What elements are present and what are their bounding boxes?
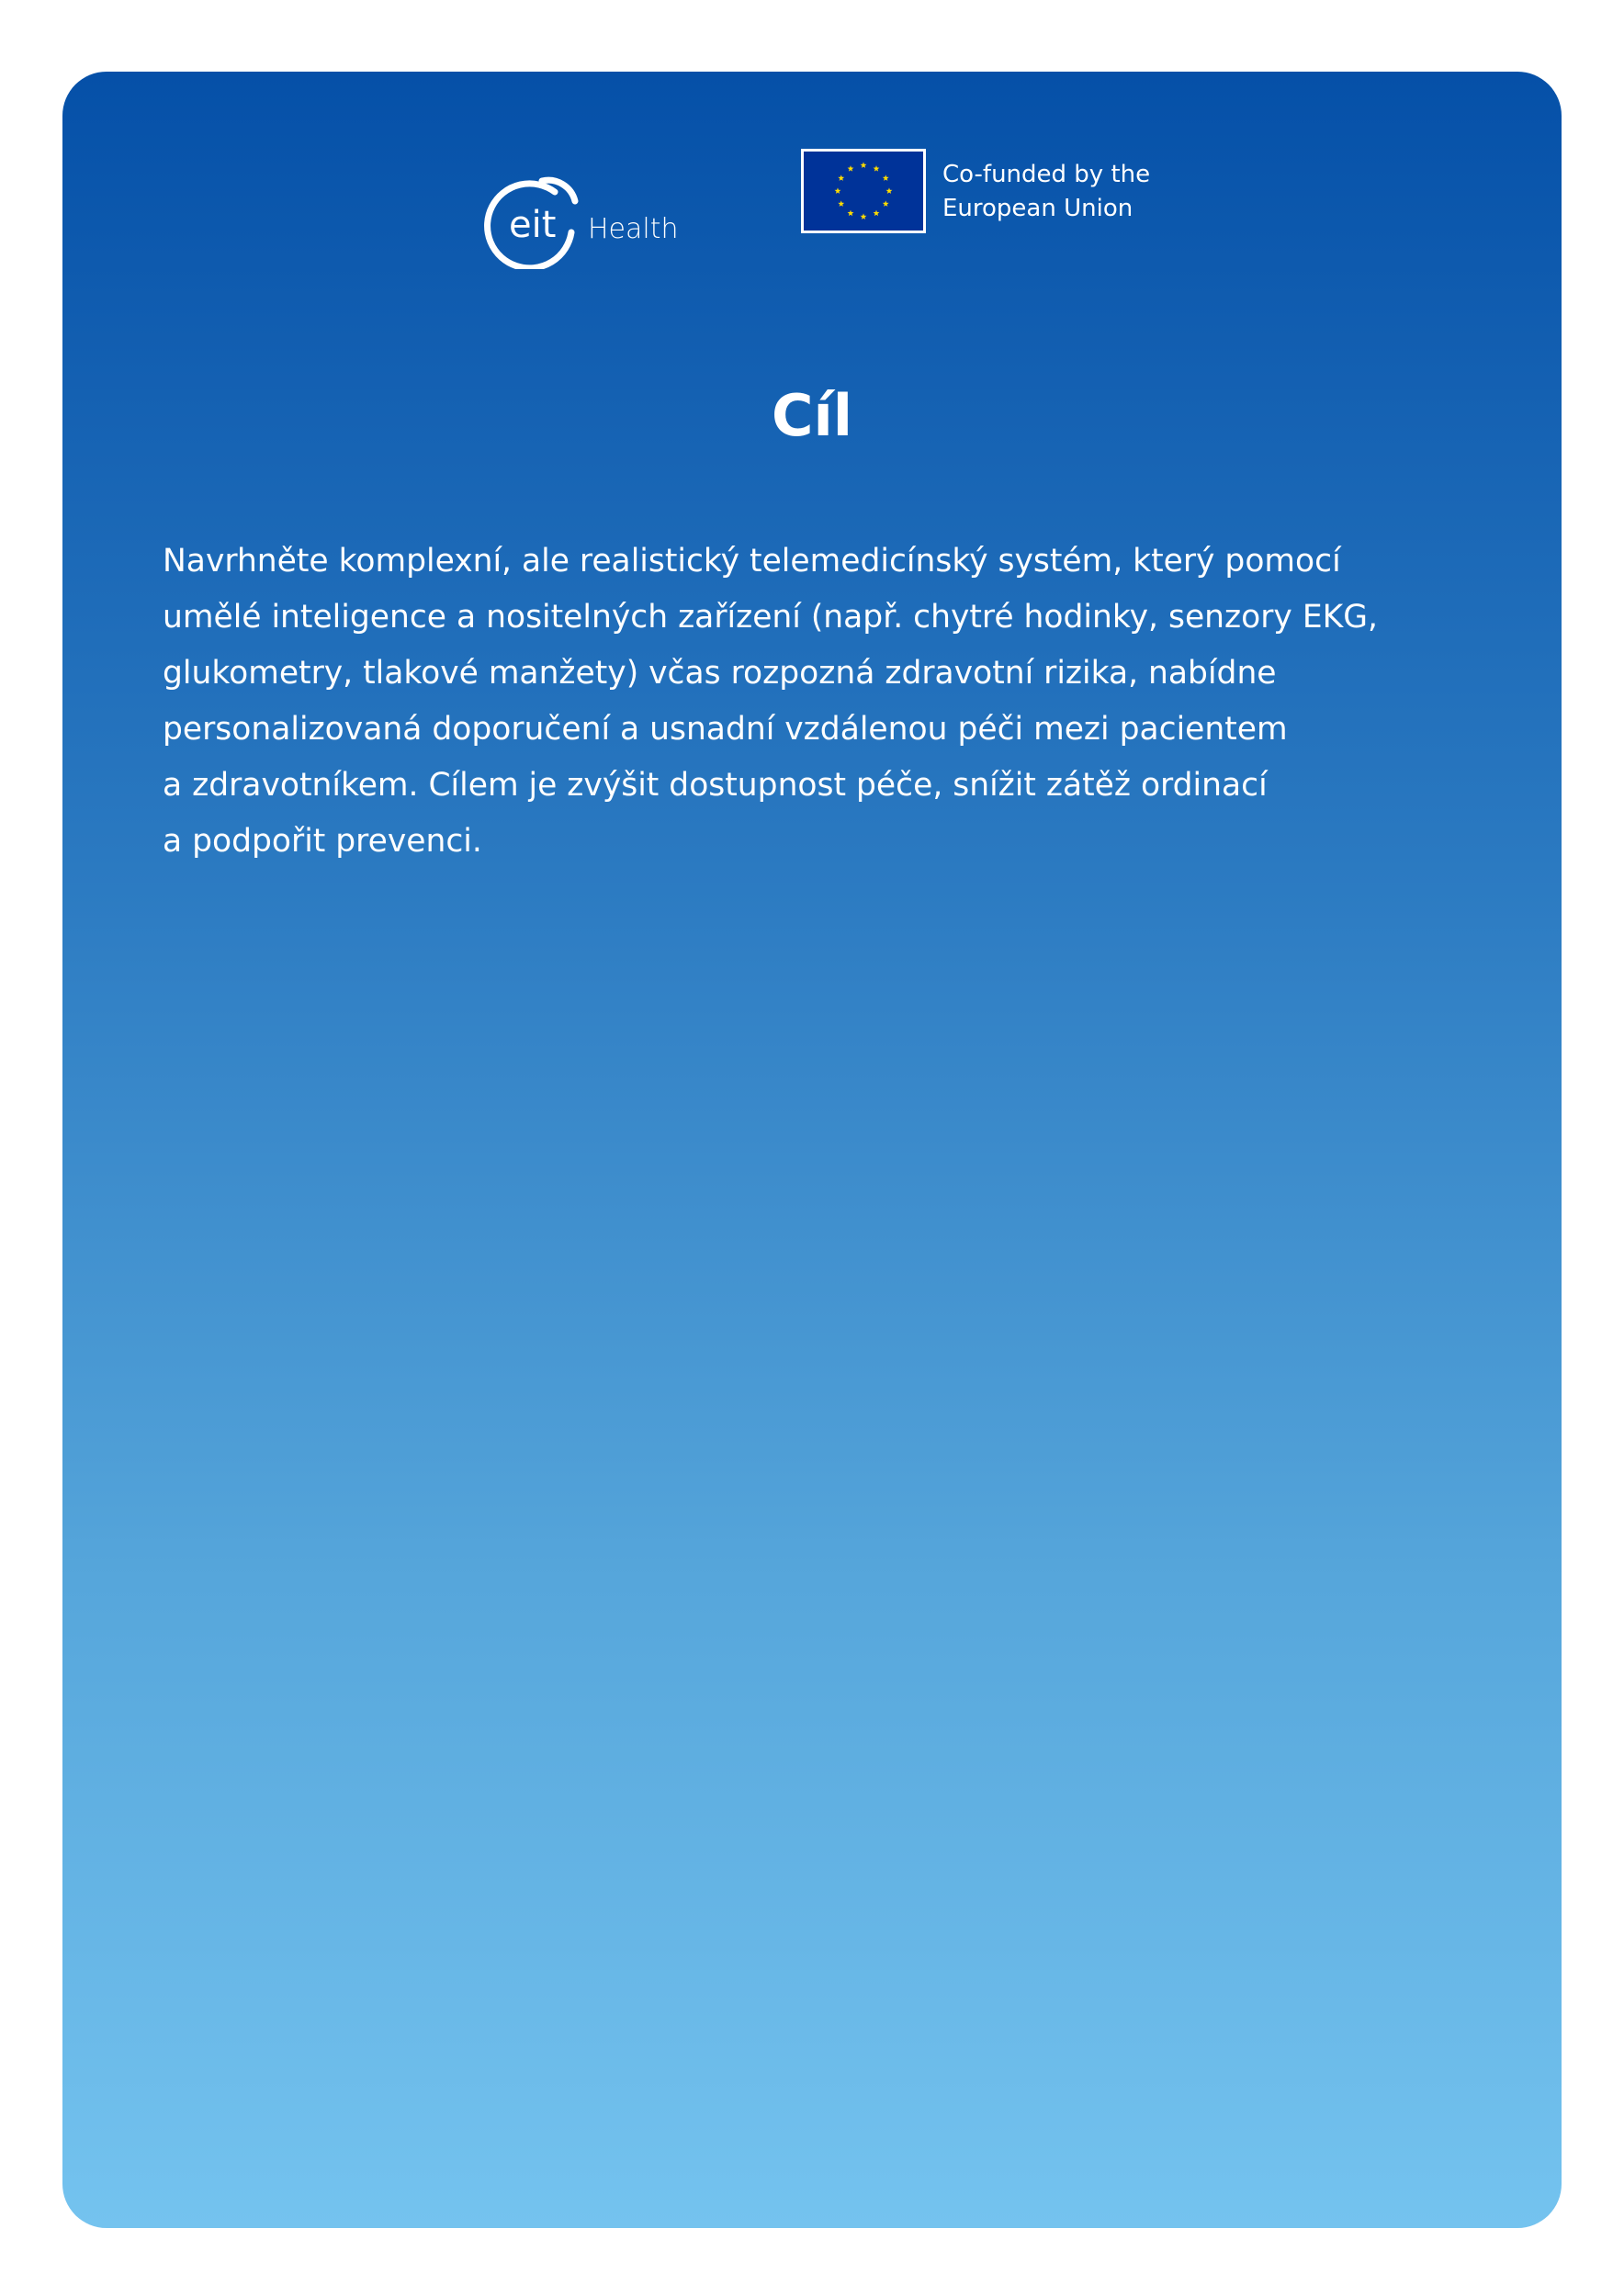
eu-star-icon xyxy=(883,200,889,207)
page-title: Cíl xyxy=(771,382,852,449)
eu-star-icon xyxy=(848,165,854,172)
eu-cofunded-text xyxy=(942,158,1150,226)
eu-text-line-1: Co-funded by the xyxy=(942,161,1151,188)
eit-health-logo xyxy=(483,159,722,269)
eu-stars-icon xyxy=(804,152,923,231)
body-paragraph xyxy=(163,534,1485,870)
body-line: personalizovaná doporučení a usnadní vzdálenou péči mezi pacientem xyxy=(163,711,1288,748)
eu-star-icon xyxy=(848,210,854,217)
body-line: Navrhněte komplexní, ale realistický telemedicínský systém, který pomocí xyxy=(163,543,1341,580)
eu-flag-icon xyxy=(801,149,926,233)
content-card xyxy=(62,72,1562,2228)
eu-text-line-2: European Union xyxy=(942,195,1133,222)
eu-star-icon xyxy=(883,174,889,181)
eu-star-icon xyxy=(886,187,893,194)
eit-health-icon xyxy=(483,159,722,269)
eu-star-icon xyxy=(861,213,867,219)
eu-star-icon xyxy=(874,165,880,172)
eu-star-icon xyxy=(838,200,844,207)
eit-wordmark: Health xyxy=(588,213,679,245)
eu-star-icon xyxy=(861,162,867,168)
eit-mark-text: eit xyxy=(509,204,557,246)
body-line: a podpořit prevenci. xyxy=(163,823,482,860)
eu-star-icon xyxy=(874,210,880,217)
body-line: umělé inteligence a nositelných zařízení (např. chytré hodinky, senzory EKG, xyxy=(163,599,1378,636)
body-line: glukometry, tlakové manžety) včas rozpozná zdravotní rizika, nabídne xyxy=(163,655,1277,692)
eu-star-icon xyxy=(835,187,841,194)
eu-star-icon xyxy=(838,174,844,181)
body-line: a zdravotníkem. Cílem je zvýšit dostupnost péče, snížit zátěž ordinací xyxy=(163,767,1268,804)
